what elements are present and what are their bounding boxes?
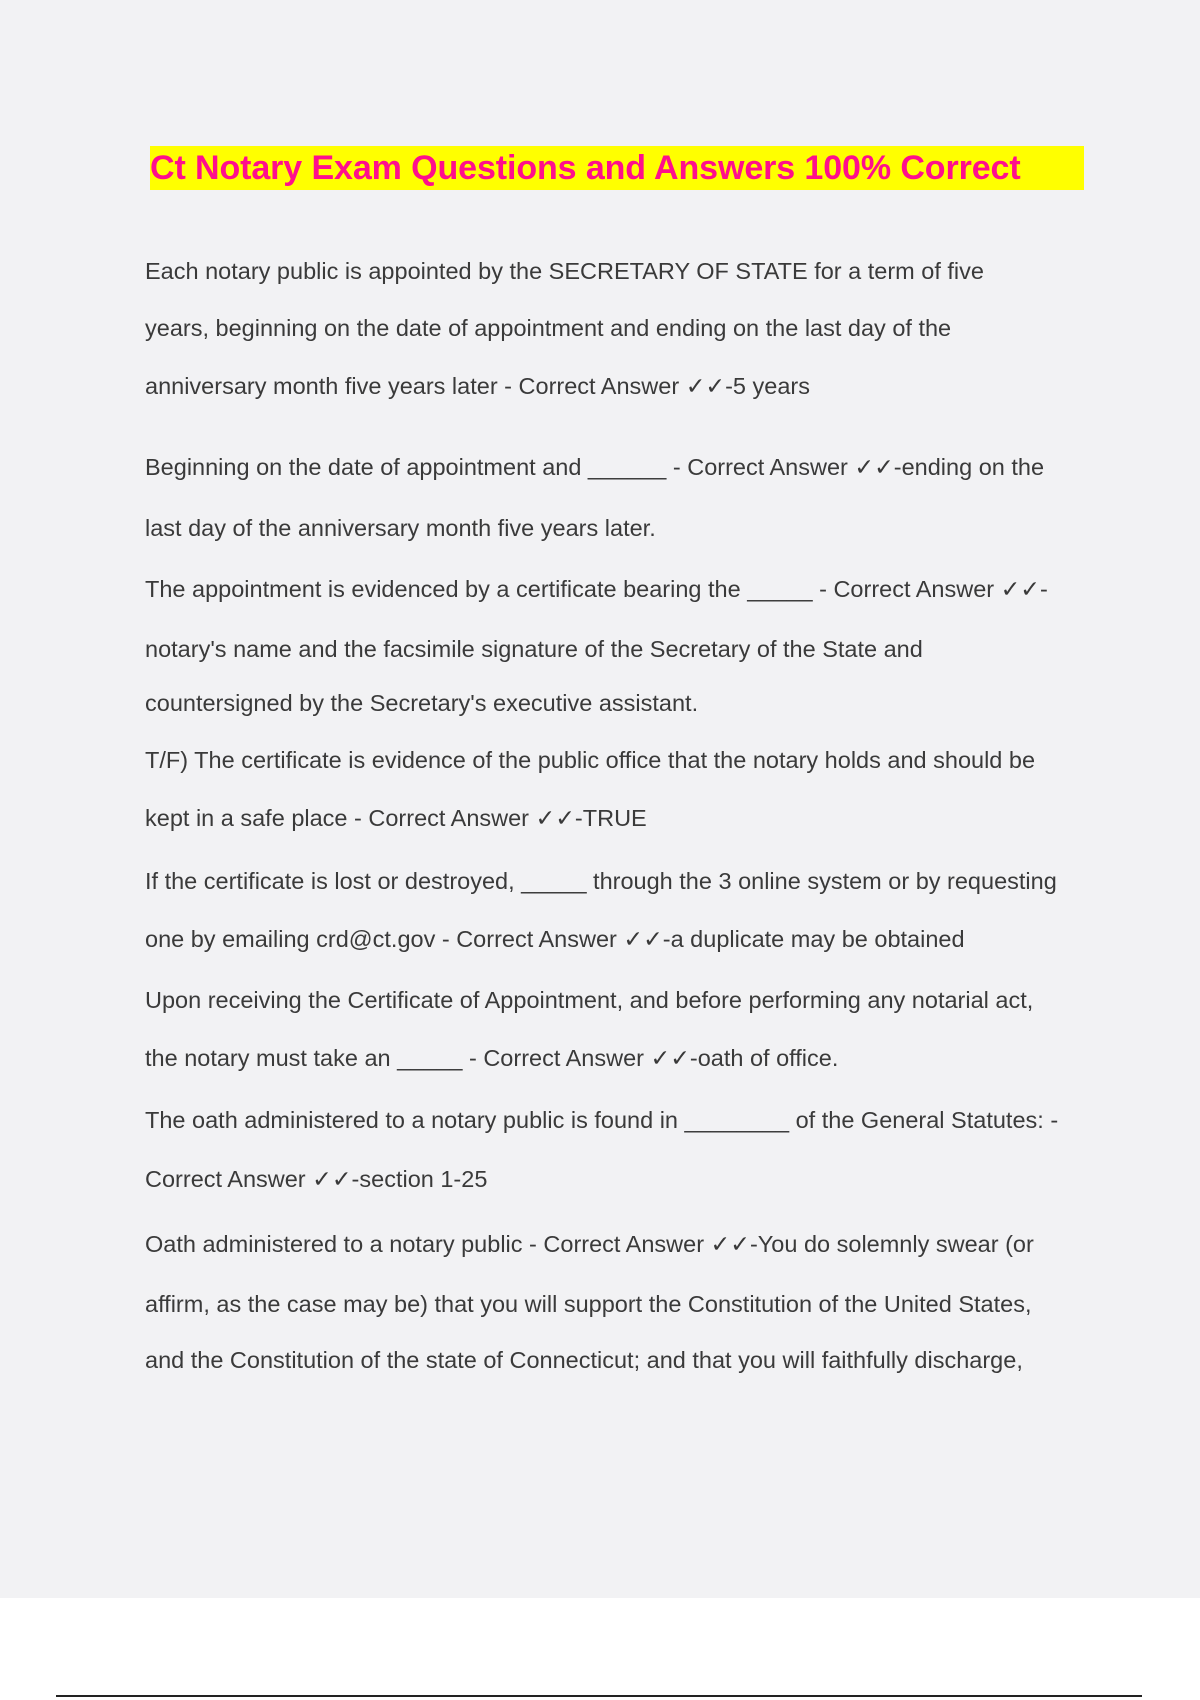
body-line-16: Correct Answer ✓✓-section 1-25 bbox=[145, 1166, 488, 1192]
body-line-10: kept in a safe place - Correct Answer ✓✓-TRUE bbox=[145, 805, 647, 831]
body-line-18: affirm, as the case may be) that you will support the Constitution of the United States, bbox=[145, 1291, 1032, 1317]
body-line-6: The appointment is evidenced by a certificate bearing the _____ - Correct Answer ✓✓- bbox=[145, 576, 1048, 602]
body-line-13: Upon receiving the Certificate of Appointment, and before performing any notarial act, bbox=[145, 987, 1034, 1013]
body-line-11: If the certificate is lost or destroyed, _____ through the 3 online system or by requesting bbox=[145, 868, 1057, 894]
body-line-5: last day of the anniversary month five years later. bbox=[145, 515, 656, 541]
body-line-15: The oath administered to a notary public is found in ________ of the General Statutes: - bbox=[145, 1107, 1059, 1133]
body-line-17: Oath administered to a notary public - Correct Answer ✓✓-You do solemnly swear (or bbox=[145, 1231, 1034, 1257]
body-line-19: and the Constitution of the state of Connecticut; and that you will faithfully discharge, bbox=[145, 1347, 1023, 1373]
body-line-9: T/F) The certificate is evidence of the public office that the notary holds and should be bbox=[145, 747, 1036, 773]
body-line-2: years, beginning on the date of appointment and ending on the last day of the bbox=[145, 315, 952, 341]
body-line-4: Beginning on the date of appointment and ______ - Correct Answer ✓✓-ending on the bbox=[145, 454, 1045, 480]
title-highlight bbox=[150, 146, 1084, 190]
body-line-8: countersigned by the Secretary's executive assistant. bbox=[145, 690, 699, 716]
footer-divider bbox=[56, 1695, 1142, 1697]
body-line-7: notary's name and the facsimile signature of the Secretary of the State and bbox=[145, 636, 923, 662]
body-line-3: anniversary month five years later - Correct Answer ✓✓-5 years bbox=[145, 373, 810, 399]
body-line-14: the notary must take an _____ - Correct Answer ✓✓-oath of office. bbox=[145, 1045, 839, 1071]
document-title: Ct Notary Exam Questions and Answers 100% Correct bbox=[150, 149, 1021, 187]
body-line-12: one by emailing crd@ct.gov - Correct Answer ✓✓-a duplicate may be obtained bbox=[145, 926, 965, 952]
body-line-1: Each notary public is appointed by the SECRETARY OF STATE for a term of five bbox=[145, 258, 984, 284]
